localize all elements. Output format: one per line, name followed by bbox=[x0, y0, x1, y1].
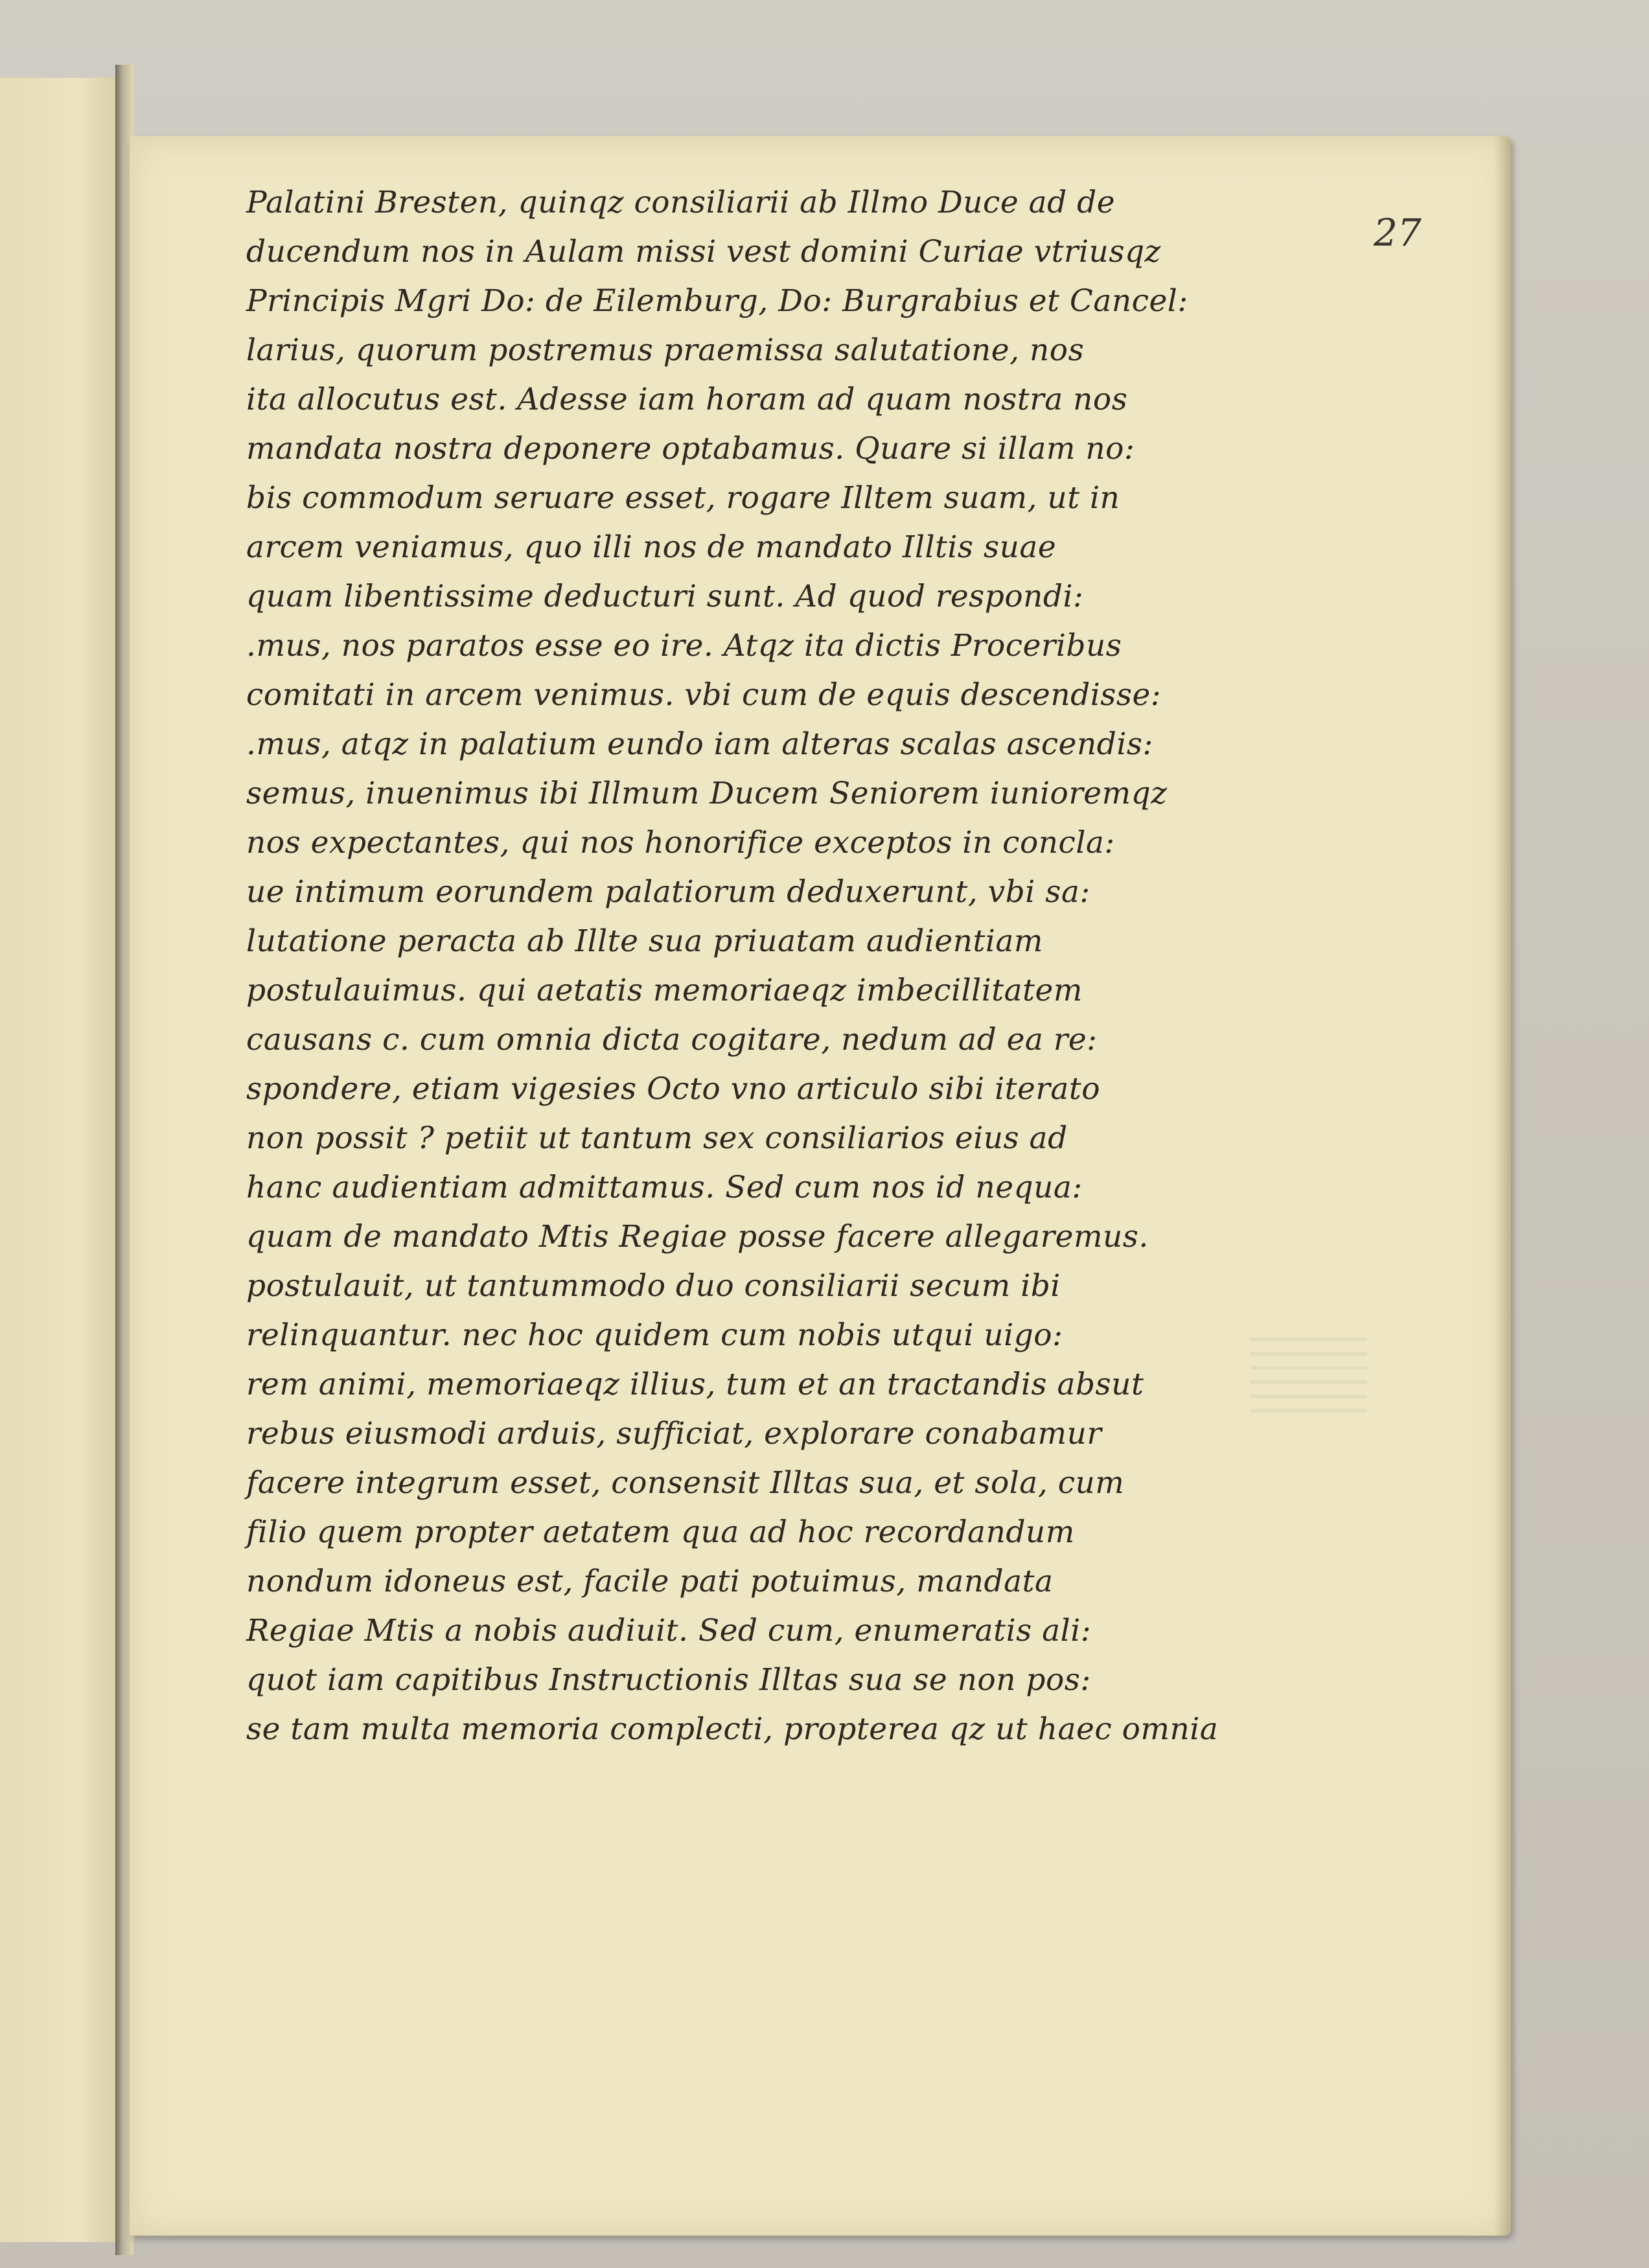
text-line: postulauimus. qui aetatis memoriaeqz imbecillitatem bbox=[246, 973, 1083, 1008]
text-line: .mus, nos paratos esse eo ire. Atqz ita dictis Proceribus bbox=[246, 628, 1122, 664]
text-line: comitati in arcem venimus. vbi cum de equis descendisse: bbox=[246, 677, 1162, 713]
text-line: quam de mandato Mtis Regiae posse facere allegaremus. bbox=[246, 1219, 1149, 1255]
text-line: filio quem propter aetatem qua ad hoc recordandum bbox=[246, 1514, 1075, 1550]
text-line: rebus eiusmodi arduis, sufficiat, explorare conabamur bbox=[246, 1416, 1102, 1452]
text-line: ita allocutus est. Adesse iam horam ad quam nostra nos bbox=[246, 382, 1128, 417]
text-line: Principis Mgri Do: de Eilemburg, Do: Burgrabius et Cancel: bbox=[246, 283, 1188, 319]
text-line: spondere, etiam vigesies Octo vno articulo sibi iterato bbox=[246, 1071, 1101, 1107]
folio-number: 27 bbox=[1374, 211, 1422, 255]
text-line: Palatini Bresten, quinqz consiliarii ab Illmo Duce ad de bbox=[246, 185, 1116, 220]
text-line: nondum idoneus est, facile pati potuimus, mandata bbox=[246, 1564, 1054, 1599]
text-line: se tam multa memoria complecti, propterea qz ut haec omnia bbox=[246, 1711, 1219, 1747]
text-line: .mus, atqz in palatium eundo iam alteras scalas ascendis: bbox=[246, 726, 1153, 762]
text-line: non possit ? petiit ut tantum sex consiliarios eius ad bbox=[246, 1120, 1068, 1156]
text-line: postulauit, ut tantummodo duo consiliarii secum ibi bbox=[246, 1268, 1061, 1304]
text-line: rem animi, memoriaeqz illius, tum et an tractandis absut bbox=[246, 1367, 1144, 1402]
text-line: lutatione peracta ab Illte sua priuatam audientiam bbox=[246, 923, 1043, 959]
text-line: larius, quorum postremus praemissa salutatione, nos bbox=[246, 332, 1085, 368]
text-line: relinquantur. nec hoc quidem cum nobis utqui uigo: bbox=[246, 1317, 1063, 1353]
text-line: quam libentissime deducturi sunt. Ad quod respondi: bbox=[246, 579, 1084, 614]
text-line: bis commodum seruare esset, rogare Illtem suam, ut in bbox=[246, 480, 1120, 516]
text-line: mandata nostra deponere optabamus. Quare si illam no: bbox=[246, 431, 1135, 467]
facing-page-edge bbox=[0, 78, 117, 2242]
text-line: ue intimum eorundem palatiorum deduxerunt, vbi sa: bbox=[246, 874, 1090, 910]
text-line: facere integrum esset, consensit Illtas sua, et sola, cum bbox=[246, 1465, 1125, 1501]
text-line: causans c. cum omnia dicta cogitare, nedum ad ea re: bbox=[246, 1022, 1098, 1058]
text-line: nos expectantes, qui nos honorifice exceptos in concla: bbox=[246, 825, 1115, 861]
text-line: ducendum nos in Aulam missi vest domini Curiae vtriusqz bbox=[246, 234, 1161, 270]
text-line: Regiae Mtis a nobis audiuit. Sed cum, enumeratis ali: bbox=[246, 1613, 1092, 1649]
text-line: quot iam capitibus Instructionis Illtas sua se non pos: bbox=[246, 1662, 1091, 1698]
text-line: arcem veniamus, quo illi nos de mandato Illtis suae bbox=[246, 529, 1057, 565]
text-line: semus, inuenimus ibi Illmum Ducem Seniorem iunioremqz bbox=[246, 776, 1168, 811]
manuscript-text bbox=[246, 178, 1296, 1754]
text-line: hanc audientiam admittamus. Sed cum nos id nequa: bbox=[246, 1170, 1083, 1205]
